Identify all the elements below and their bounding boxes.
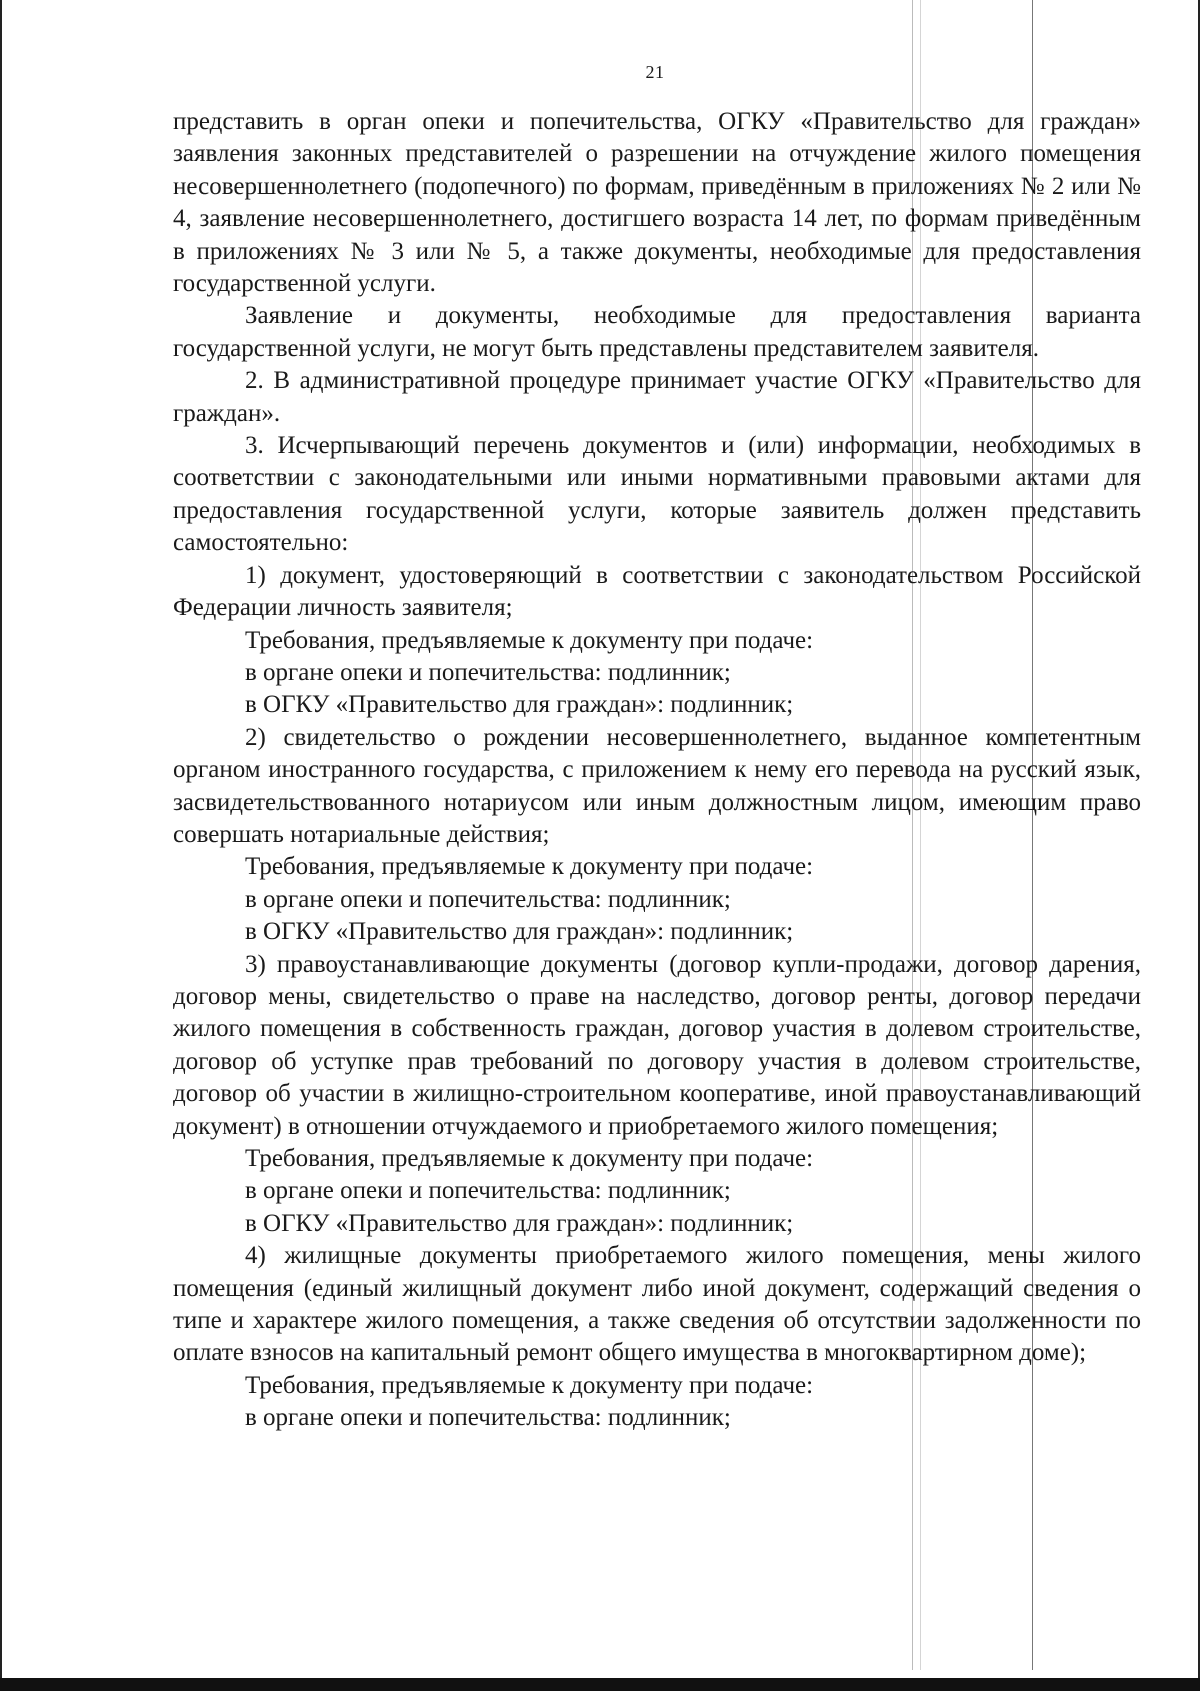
document-text [173,106,1141,1435]
document-paragraph: представить в орган опеки и попечительства, ОГКУ «Правительство для граждан» заявления законных представителей о разрешении на отчуждение жилого помещения несовершеннолетнего (подопечного) по формам, приведённым в приложениях № 2 или № 4, заявление несовершеннолетнего, достигшего возраста 14 лет, по формам приведённым в приложениях № 3 или № 5, а также документы, необходимые для предоставления государственной услуги. [173,108,1141,298]
document-paragraph: 2. В административной процедуре принимает участие ОГКУ «Правительство для граждан». [173,367,1141,427]
document-paragraph: 3. Исчерпывающий перечень документов и (или) информации, необходимых в соответствии с законодательными или иными нормативными правовыми актами для предоставления государственной услуги, которые заявитель должен представить самостоятельно: [173,432,1141,557]
document-paragraph: 3) правоустанавливающие документы (договор купли-продажи, договор дарения, договор мены, свидетельство о праве на наследство, договор ренты, договор передачи жилого помещения в собственность граждан, договор участия в долевом строительстве, договор об уступке прав требований по договору участия в долевом строительстве, договор об участии в жилищно-строительном кооперативе, иной правоустанавливающий документ) в отношении отчуждаемого и приобретаемого жилого помещения; [173,950,1141,1140]
document-line: Требования, предъявляемые к документу при подаче: [245,853,814,881]
document-paragraph: 2) свидетельство о рождении несовершеннолетнего, выданное компетентным органом иностранного государства, с приложением к нему его перевода на русский язык, засвидетельствованного нотариусом или иным должностным лицом, имеющим право совершать нотариальные действия; [173,723,1141,848]
document-line: в органе опеки и попечительства: подлинник; [245,1177,731,1205]
document-line: Требования, предъявляемые к документу при подаче: [245,1371,814,1399]
document-line: в ОГКУ «Правительство для граждан»: подлинник; [245,691,794,719]
document-paragraph: 1) документ, удостоверяющий в соответствии с законодательством Российской Федерации личность заявителя; [173,561,1141,622]
document-paragraph: 4) жилищные документы приобретаемого жилого помещения, мены жилого помещения (единый жилищный документ либо иной документ, содержащий сведения о типе и характере жилого помещения, а также сведения об отсутствии задолженности по оплате взносов на капитальный ремонт общего имущества в многоквартирном доме); [173,1242,1141,1367]
document-line: в органе опеки и попечительства: подлинник; [245,885,731,913]
document-line: в органе опеки и попечительства: подлинник; [245,658,731,686]
document-line: Требования, предъявляемые к документу при подаче: [245,626,814,654]
document-line: в органе опеки и попечительства: подлинник; [245,1404,731,1432]
scan-left-edge [0,0,2,1680]
document-paragraph: Заявление и документы, необходимые для предоставления варианта государственной услуги, не могут быть представлены представителем заявителя. [173,302,1141,362]
document-line: в ОГКУ «Правительство для граждан»: подлинник; [245,1209,794,1237]
document-line: в ОГКУ «Правительство для граждан»: подлинник; [245,918,794,946]
page-number: 21 [645,62,665,82]
scan-bottom-border [0,1678,1200,1691]
document-line: Требования, предъявляемые к документу при подаче: [245,1145,814,1172]
